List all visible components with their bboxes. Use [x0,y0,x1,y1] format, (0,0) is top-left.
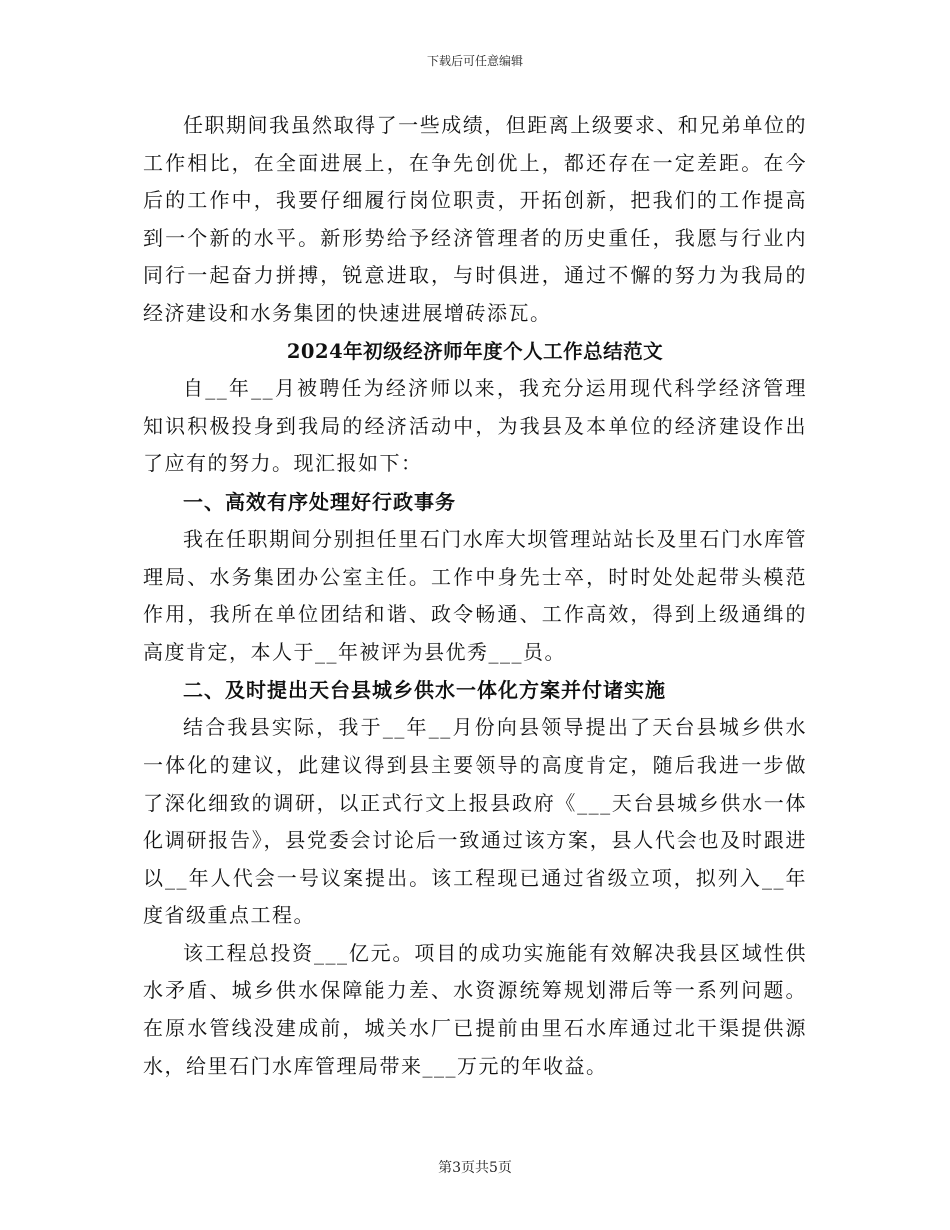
paragraph-conclusion: 任职期间我虽然取得了一些成绩，但距离上级要求、和兄弟单位的工作相比，在全面进展上，在争先创优上，都还存在一定差距。在今后的工作中，我要仔细履行岗位职责，开拓创新，把我们的工作提高到一个新的水平。新形势给予经济管理者的历史重任，我愿与行业内同行一起奋力拼搏，锐意进取，与时俱进，通过不懈的努力为我局的经济建设和水务集团的快速进展增砖添瓦。 [143,113,807,325]
page-footer: 第3页共5页 [438,1160,512,1176]
section-heading-2: 二、及时提出天台县城乡供水一体化方案并付诸实施 [183,678,666,703]
paragraph-investment: 该工程总投资___亿元。项目的成功实施能有效解决我县区域性供水矛盾、城乡供水保障能力差、水资源统筹规划滞后等一系列问题。在原水管线没建成前，城关水厂已提前由里石水库通过北干渠提供源水，给里石门水库管理局带来___万元的年收益。 [143,940,807,1078]
section-heading-1: 一、高效有序处理好行政事务 [183,489,456,514]
document-body [143,107,807,1085]
paragraph-section-1: 我在任职期间分别担任里石门水库大坝管理站站长及里石门水库管理局、水务集团办公室主任。工作中身先士卒，时时处处起带头模范作用，我所在单位团结和谐、政令畅通、工作高效，得到上级通缉的高度肯定，本人于__年被评为县优秀___员。 [143,526,807,664]
document-title: 2024年初级经济师年度个人工作总结范文 [286,339,664,363]
page-header: 下载后可任意编辑 [426,54,523,68]
paragraph-intro: 自__年__月被聘任为经济师以来，我充分运用现代科学经济管理知识积极投身到我局的经济活动中，为我县及本单位的经济建设作出了应有的努力。现汇报如下： [143,376,807,476]
paragraph-section-2: 结合我县实际，我于__年__月份向县领导提出了天台县城乡供水一体化的建议，此建议得到县主要领导的高度肯定，随后我进一步做了深化细致的调研，以正式行文上报县政府《___天台县城乡供水一体化调研报告》，县党委会讨论后一致通过该方案，县人代会也及时跟进以__年人代会一号议案提出。该工程现已通过省级立项，拟列入__年度省级重点工程。 [143,715,807,928]
